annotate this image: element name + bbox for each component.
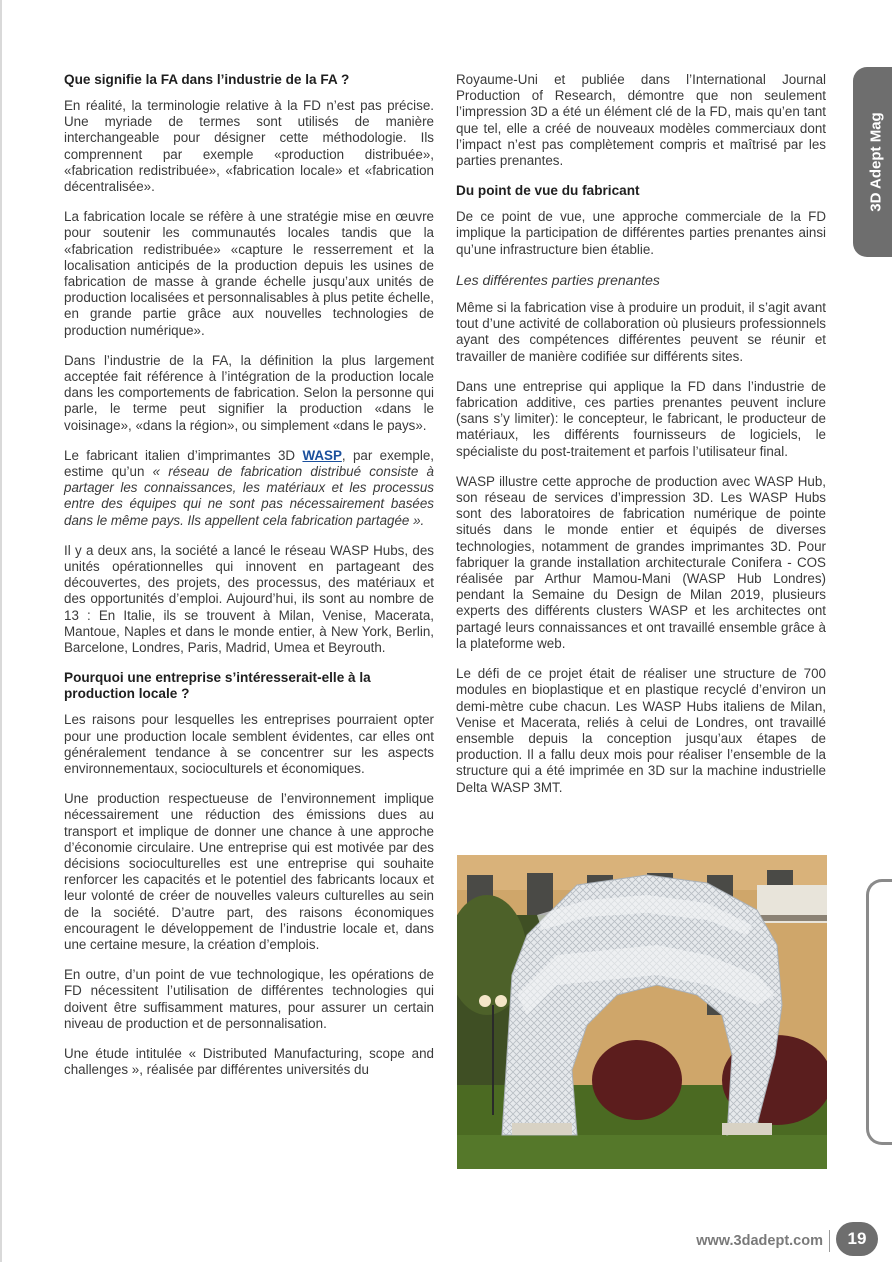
right-column xyxy=(456,72,826,810)
section-heading: Que signifie la FA dans l’industrie de la FA ? xyxy=(64,72,350,87)
paragraph: Le défi de ce projet était de réaliser une structure de 700 modules en bioplastique et en plastique recyclé d’environ un demi-mètre cube chacun. Les WASP Hubs italiens de Milan, Venise et Macerata, reliés à celui de Londres, ont travaillé ensemble depuis la conception jusqu’aux étapes de production. Il a fallu deux mois pour réaliser l’ensemble de la structure qui a été imprimée en 3D sur la machine industrielle Delta WASP 3MT. xyxy=(456,666,826,795)
wasp-link[interactable]: WASP xyxy=(302,447,342,463)
paragraph: Dans l’industrie de la FA, la définition la plus largement acceptée fait référence à l’intégration de la production locale dans les comportements de fabrication. Selon la personne qui parle, le terme peut signifier la production «dans le voisinage», «dans la région», ou simplement «dans le pays». xyxy=(64,352,434,433)
side-tab-label: 3D Adept Mag xyxy=(867,112,884,212)
paragraph: WASP illustre cette approche de production avec WASP Hub, son réseau de services d’impression 3D. Les WASP Hubs sont des laboratoires de fabrication numérique de pointe situés dans le monde entier et équipés de diverses technologies, notamment de grandes imprimantes 3D. Pour fabriquer la grande installation architecturale Conifera - COS réalisée par Arthur Mamou-Mani (WASP Hub Londres) pendant la Semaine du Design de Milan 2019, plusieurs experts des différents clusters WASP et les architectes ont partagé leurs connaissances et ont travaillé ensemble grâce à la plateforme web. xyxy=(456,473,826,651)
paragraph: Même si la fabrication vise à produire un produit, il s’agit avant tout d’une activité de collaboration où plusieurs professionnels ayant des compétences différentes peuvent se réunir et travailler de manière codifiée sur différents sites. xyxy=(456,300,826,364)
page-number-badge: 19 xyxy=(836,1222,878,1256)
paragraph-text: Le fabricant italien d’imprimantes 3D xyxy=(64,447,303,463)
paragraph: De ce point de vue, une approche commerciale de la FD implique la participation de différentes parties prenantes ainsi qu’une infrastructure bien établie. xyxy=(456,209,826,257)
page-edge xyxy=(0,0,2,1262)
side-bracket-decoration xyxy=(866,879,892,1145)
footer-divider xyxy=(829,1230,830,1252)
paragraph: Il y a deux ans, la société a lancé le réseau WASP Hubs, des unités opérationnelles qui innovent en partageant des découvertes, des projets, des processus, des matériaux et des opportunités d’emploi. Aujourd’hui, ils sont au nombre de 13 : En Italie, ils se trouvent à Milan, Venise, Macerata, Mantoue, Naples et dans le monde entier, à New York, Berlin, Barcelone, Londres, Paris, Madrid, Umea et Beyrouth. xyxy=(64,542,434,656)
paragraph: La fabrication locale se réfère à une stratégie mise en œuvre pour soutenir les communautés locales tandis que la «fabrication redistribuée» «capture le resserrement et la localisation anticipés de la production depuis les usines de fabrication de masse à grande échelle jusqu’aux unités de production localisées et personnalisables à plus petite échelle, en grande partie grâce aux nouvelles technologies de production numérique». xyxy=(64,209,434,338)
paragraph: Royaume-Uni et publiée dans l’International Journal Production of Research, démontre que non seulement l’impression 3D a été un élément clé de la FD, mais qu’en tant que tel, elle a créé de nouveaux modèles commerciaux dont l’impact n’est pas complètement compris et maîtrisé par les parties prenantes. xyxy=(456,72,826,169)
paragraph: En réalité, la terminologie relative à la FD n’est pas précise. Une myriade de termes sont utilisés de manière interchangeable pour désigner cette méthodologie. Ils comprennent par exemple «production distribuée», «fabrication redistribuée», «fabrication locale» et «fabrication décentralisée». xyxy=(64,98,434,195)
conifera-installation-photo xyxy=(457,855,827,1169)
paragraph: Une étude intitulée « Distributed Manufacturing, scope and challenges », réalisée par différentes universités du xyxy=(64,1045,434,1078)
magazine-side-tab xyxy=(853,67,892,257)
paragraph-text: , par exemple, estime qu’un xyxy=(64,447,434,480)
paragraph-wasp xyxy=(64,448,434,529)
left-column xyxy=(64,72,434,1092)
subheading: Les différentes parties prenantes xyxy=(456,271,660,288)
quote-text: « réseau de fabrication distribué consiste à partager les connaissances, les matériaux et les processus entre des équipes qui ne sont pas nécessairement basées dans le même pays. Ils appellent cela fabrication partagée ». xyxy=(64,464,434,528)
section-heading: Du point de vue du fabricant xyxy=(456,183,640,199)
paragraph: Dans une entreprise qui applique la FD dans l’industrie de fabrication additive, ces parties prenantes peuvent inclure (sans s’y limiter): le concepteur, le fabricant, le producteur de matériaux, les différents fournisseurs de logiciels, le spécialiste du post-traitement et parfois l’utilisateur final. xyxy=(456,378,826,459)
paragraph: Les raisons pour lesquelles les entreprises pourraient opter pour une production locale semblent évidentes, car elles ont généralement tendance à se concentrer sur les aspects environnementaux, socioculturels et économiques. xyxy=(64,712,434,776)
paragraph: Une production respectueuse de l’environnement implique nécessairement une réduction des émissions dues au transport et implique de donner une chance à une approche d’économie circulaire. Une entreprise qui est motivée par des décisions socioculturelles est une entreprise qui souhaite renforcer les capacités et le potentiel des fabricants locaux et leur volonté de créer de nouvelles valeurs culturelles au sein de la société. D’autre part, des raisons économiques encouragent le développement de l’industrie locale et, dans une certaine mesure, la création d’emplois. xyxy=(64,791,434,952)
section-heading: Pourquoi une entreprise s’intéresserait-elle à la production locale ? xyxy=(64,670,371,702)
paragraph: En outre, d’un point de vue technologique, les opérations de FD nécessitent l’utilisation de différentes technologies qui doivent être suffisamment matures, pour assurer un certain niveau de production et de personnalisation. xyxy=(64,967,434,1031)
footer-url[interactable]: www.3dadept.com xyxy=(696,1233,823,1249)
